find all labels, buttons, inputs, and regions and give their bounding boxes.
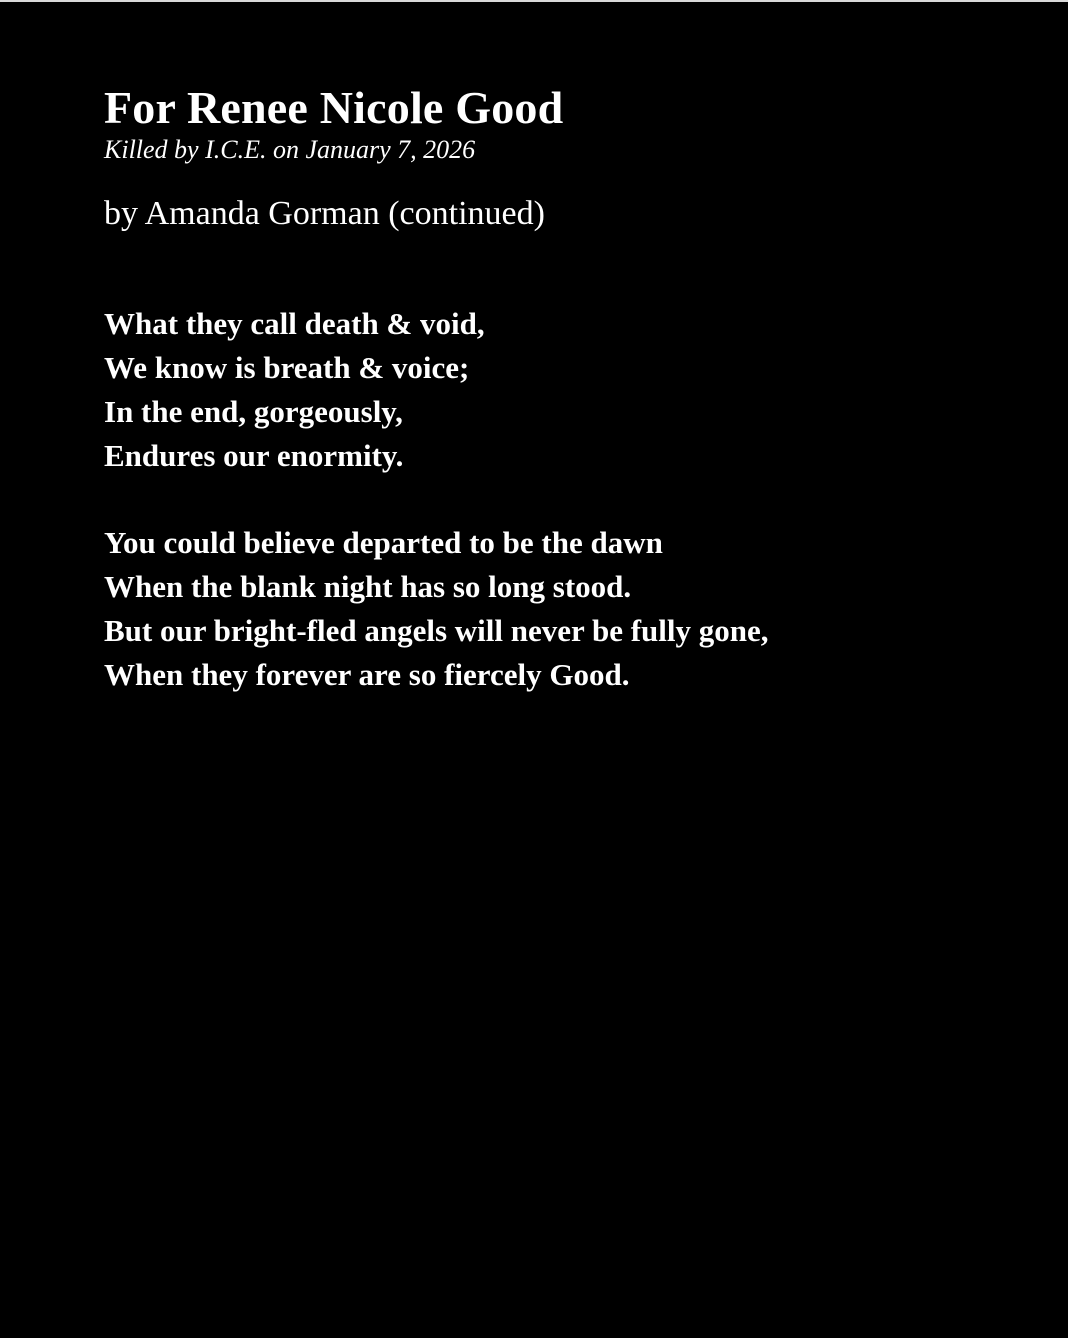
poem-line: In the end, gorgeously, [104, 394, 403, 429]
top-border [0, 0, 1068, 2]
poem-line: But our bright-fled angels will never be fully gone, [104, 613, 769, 648]
poem-line: We know is breath & voice; [104, 350, 470, 385]
poem-line: You could believe departed to be the dawn [104, 525, 663, 560]
poem-title: For Renee Nicole Good [104, 82, 564, 133]
poem-line: What they call death & void, [104, 306, 485, 341]
poem-line: When they forever are so fiercely Good. [104, 657, 630, 692]
poem-line: When the blank night has so long stood. [104, 569, 632, 604]
poem-page [104, 78, 1004, 697]
poem-subtitle: Killed by I.C.E. on January 7, 2026 [104, 135, 476, 164]
poem-line: Endures our enormity. [104, 438, 404, 473]
poem-byline: by Amanda Gorman (continued) [104, 195, 545, 232]
stanza-2 [104, 521, 1004, 697]
stanza-1 [104, 302, 1004, 478]
